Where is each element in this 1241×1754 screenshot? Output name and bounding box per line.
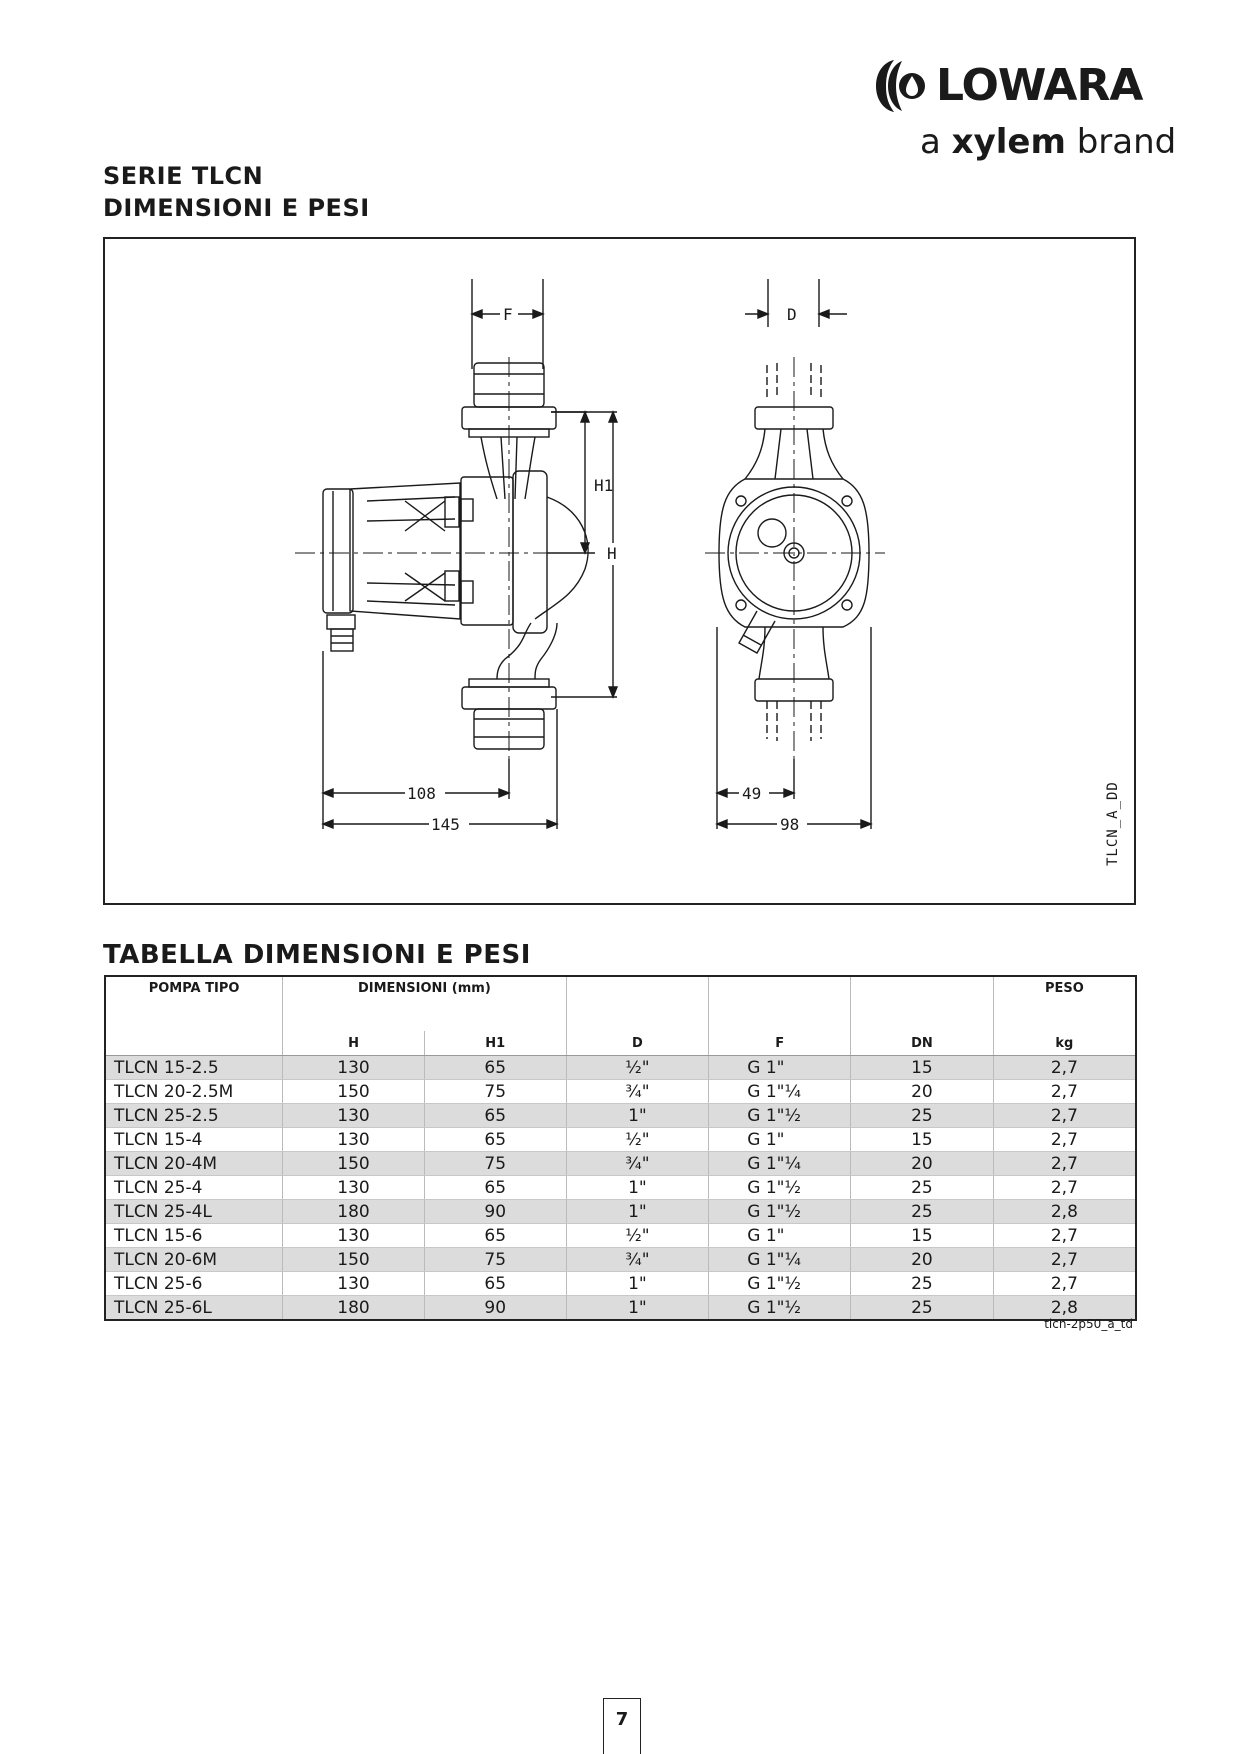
table-cell: 65: [424, 1128, 566, 1152]
header-DN: DN: [851, 1031, 994, 1056]
table-cell: 65: [424, 1056, 566, 1080]
table-body: [105, 1056, 1136, 1321]
table-cell: 2,7: [993, 1104, 1136, 1128]
table-cell: 150: [283, 1152, 425, 1176]
table-cell: 2,7: [993, 1128, 1136, 1152]
table-cell: 25: [851, 1272, 994, 1296]
label-H: H: [607, 544, 617, 563]
table-cell: 180: [283, 1200, 425, 1224]
table-cell: 20: [851, 1080, 994, 1104]
table-header-row-1: [105, 976, 1136, 1031]
table-cell: G 1"¼: [709, 1152, 851, 1176]
label-145: 145: [431, 815, 460, 834]
table-cell: 130: [283, 1104, 425, 1128]
brand-tagline: [920, 122, 1176, 162]
side-view: [295, 279, 617, 829]
table-row: [105, 1104, 1136, 1128]
table-cell: 75: [424, 1248, 566, 1272]
label-98: 98: [780, 815, 800, 834]
table-cell: 2,7: [993, 1176, 1136, 1200]
table-cell: 130: [283, 1224, 425, 1248]
table-row: [105, 1272, 1136, 1296]
table-cell: 15: [851, 1056, 994, 1080]
table-cell: 15: [851, 1224, 994, 1248]
pump-drawing-svg: [105, 239, 1138, 907]
table-cell: ¾": [566, 1248, 709, 1272]
header-D: D: [566, 1031, 709, 1056]
header-dimensioni: DIMENSIONI (mm): [283, 976, 566, 1031]
table-cell: 1": [566, 1104, 709, 1128]
table-reference: tlcn-2p50_a_td: [1044, 1317, 1133, 1331]
table-cell: 130: [283, 1176, 425, 1200]
table-cell: 25: [851, 1200, 994, 1224]
table-cell: TLCN 25-2.5: [105, 1104, 283, 1128]
page-number: 7: [603, 1698, 641, 1754]
table-cell: 1": [566, 1296, 709, 1321]
table-cell: 150: [283, 1248, 425, 1272]
table-cell: 130: [283, 1272, 425, 1296]
table-cell: 150: [283, 1080, 425, 1104]
header-empty-f: [709, 976, 851, 1031]
table-row: [105, 1248, 1136, 1272]
table-header-row-2: [105, 1031, 1136, 1056]
table-cell: 75: [424, 1152, 566, 1176]
table-cell: 65: [424, 1176, 566, 1200]
table-cell: ½": [566, 1128, 709, 1152]
table-cell: TLCN 25-4: [105, 1176, 283, 1200]
drawing-reference: TLCN_A_DD: [1105, 781, 1121, 866]
table-cell: TLCN 15-2.5: [105, 1056, 283, 1080]
table-cell: TLCN 20-6M: [105, 1248, 283, 1272]
table-cell: G 1"½: [709, 1272, 851, 1296]
table-cell: ½": [566, 1224, 709, 1248]
table-row: [105, 1176, 1136, 1200]
table-cell: 20: [851, 1152, 994, 1176]
table-cell: G 1": [709, 1056, 851, 1080]
table-cell: 1": [566, 1272, 709, 1296]
table-cell: G 1"¼: [709, 1248, 851, 1272]
table-cell: 2,8: [993, 1200, 1136, 1224]
table-cell: 1": [566, 1200, 709, 1224]
table-cell: G 1"½: [709, 1200, 851, 1224]
table-cell: 2,7: [993, 1248, 1136, 1272]
table-cell: 130: [283, 1128, 425, 1152]
header-peso: PESO: [993, 976, 1136, 1031]
table-cell: 25: [851, 1176, 994, 1200]
table-cell: 1": [566, 1176, 709, 1200]
page-title-line2: DIMENSIONI E PESI: [103, 194, 370, 222]
lowara-logo-icon: [868, 58, 926, 114]
table-cell: G 1": [709, 1224, 851, 1248]
table-cell: 2,7: [993, 1056, 1136, 1080]
table-cell: G 1": [709, 1128, 851, 1152]
table-cell: G 1"¼: [709, 1080, 851, 1104]
table-cell: 65: [424, 1224, 566, 1248]
tagline-post: brand: [1076, 122, 1177, 162]
table-cell: G 1"½: [709, 1176, 851, 1200]
table-cell: 180: [283, 1296, 425, 1321]
header-F: F: [709, 1031, 851, 1056]
table-title: TABELLA DIMENSIONI E PESI: [103, 940, 531, 970]
table-cell: 2,7: [993, 1152, 1136, 1176]
table-cell: TLCN 15-4: [105, 1128, 283, 1152]
table-cell: ¾": [566, 1080, 709, 1104]
label-108: 108: [407, 784, 436, 803]
table-cell: 15: [851, 1128, 994, 1152]
table-cell: ½": [566, 1056, 709, 1080]
header-pompa-tipo: POMPA TIPO: [148, 981, 240, 996]
table-cell: ¾": [566, 1152, 709, 1176]
table-cell: TLCN 20-2.5M: [105, 1080, 283, 1104]
header-kg: kg: [993, 1031, 1136, 1056]
table-cell: 25: [851, 1296, 994, 1321]
brand-name: LOWARA: [936, 60, 1143, 111]
header-blank: [105, 1031, 283, 1056]
table-cell: 2,7: [993, 1080, 1136, 1104]
dimension-drawing: [103, 237, 1136, 905]
page-title: [103, 160, 370, 224]
table-cell: 75: [424, 1080, 566, 1104]
table-row: [105, 1224, 1136, 1248]
label-D: D: [787, 305, 797, 324]
dimensions-table: [104, 975, 1137, 1321]
table-row: [105, 1128, 1136, 1152]
front-view: [705, 279, 885, 829]
table-cell: 2,7: [993, 1272, 1136, 1296]
table-row: [105, 1296, 1136, 1321]
table-cell: 65: [424, 1104, 566, 1128]
table-cell: TLCN 15-6: [105, 1224, 283, 1248]
tagline-pre: a: [920, 122, 941, 162]
table-cell: 25: [851, 1104, 994, 1128]
header-empty-d: [566, 976, 709, 1031]
page-title-line1: SERIE TLCN: [103, 162, 264, 190]
table-cell: 65: [424, 1272, 566, 1296]
header-H1: H1: [424, 1031, 566, 1056]
brand-logo: [868, 56, 1177, 166]
table-cell: 90: [424, 1296, 566, 1321]
table-row: [105, 1056, 1136, 1080]
table-cell: 20: [851, 1248, 994, 1272]
table-row: [105, 1152, 1136, 1176]
table-cell: G 1"½: [709, 1296, 851, 1321]
label-H1: H1: [594, 476, 614, 495]
header-H: H: [283, 1031, 425, 1056]
table-cell: 90: [424, 1200, 566, 1224]
table-row: [105, 1080, 1136, 1104]
table-cell: TLCN 25-4L: [105, 1200, 283, 1224]
table-row: [105, 1200, 1136, 1224]
table-cell: 130: [283, 1056, 425, 1080]
label-49: 49: [742, 784, 762, 803]
table-cell: 2,7: [993, 1224, 1136, 1248]
table-cell: TLCN 25-6: [105, 1272, 283, 1296]
table-cell: TLCN 25-6L: [105, 1296, 283, 1321]
table-cell: G 1"½: [709, 1104, 851, 1128]
label-F: F: [503, 305, 513, 324]
tagline-bold: xylem: [951, 122, 1066, 162]
header-empty-dn: [851, 976, 994, 1031]
table-cell: TLCN 20-4M: [105, 1152, 283, 1176]
table-cell: 2,8: [993, 1296, 1136, 1321]
